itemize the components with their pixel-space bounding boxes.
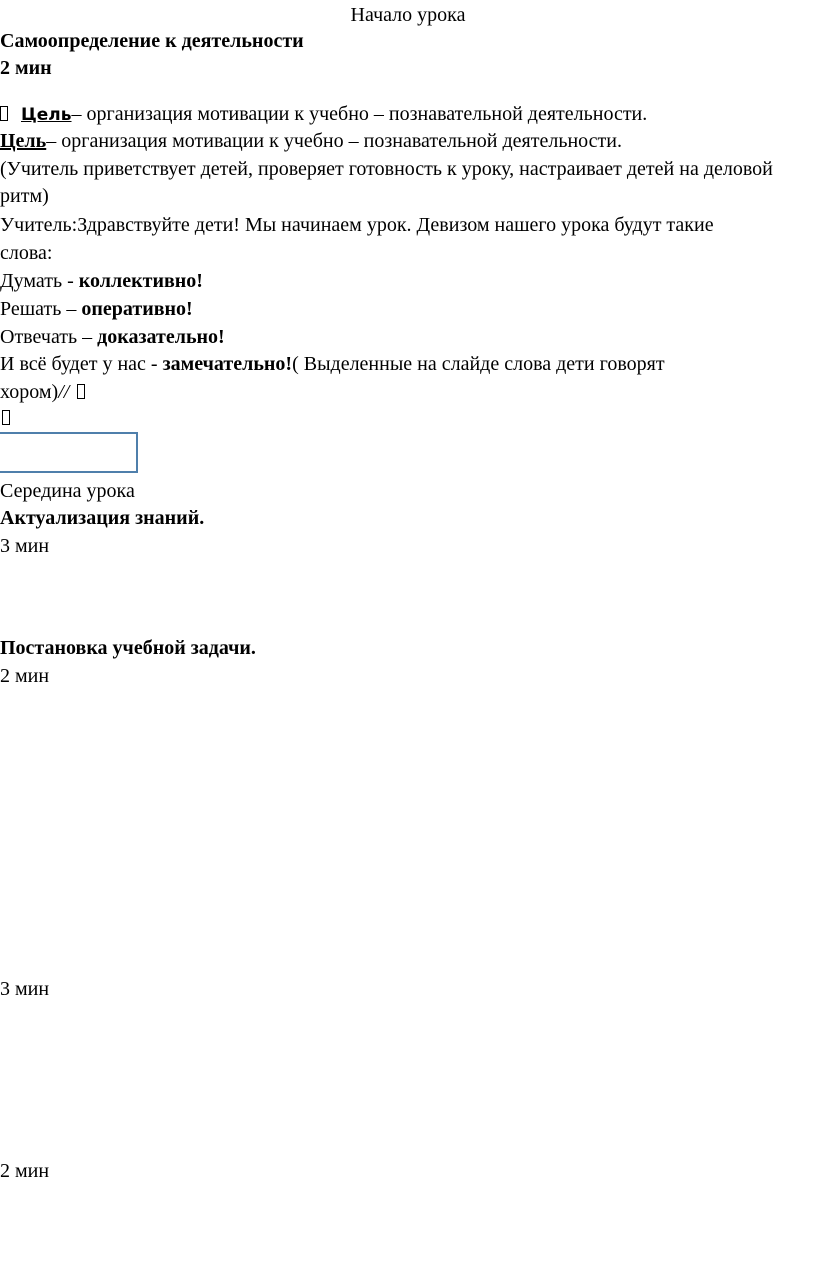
goal-label-b: Цель (0, 130, 47, 152)
teacher-note-line-2: ритм) (0, 185, 49, 207)
greeting-line-1: Учитель:Здравствуйте дети! Мы начинаем урок. Девизом нашего урока будут такие (0, 214, 714, 236)
greeting-line-2: слова: (0, 242, 53, 264)
stage-title-actualization: Актуализация знаний. (0, 507, 205, 529)
missing-glyph-icon (77, 384, 85, 399)
section-heading-middle: Середина урока (0, 480, 135, 502)
motto-final-bold: замечательно! (162, 353, 293, 375)
stage-title-task-setting: Постановка учебной задачи. (0, 637, 256, 659)
goal-text-b: – организация мотивации к учебно – познавательной деятельности. (46, 130, 622, 152)
empty-text-box (0, 432, 138, 473)
section-heading-start: Начало урока (350, 4, 466, 26)
stage-time-self-determination: 2 мин (0, 57, 52, 79)
stage-time-4: 2 мин (0, 1160, 50, 1182)
goal-line-b (0, 128, 622, 154)
motto-bold: оперативно! (81, 298, 193, 320)
stage-time-3: 3 мин (0, 978, 50, 1000)
stage-title-self-determination: Самоопределение к деятельности (0, 30, 304, 52)
missing-glyph-icon (2, 410, 10, 425)
motto-final-lead: И всё будет у нас - (0, 353, 163, 375)
motto-bold: доказательно! (97, 326, 225, 348)
motto-line-final (0, 351, 665, 377)
goal-line-a (0, 101, 647, 128)
motto-lead: Думать - (0, 270, 79, 292)
motto-bold: коллективно! (78, 270, 203, 292)
motto-line-answer (0, 324, 225, 350)
motto-final-tail-2: хором) (0, 381, 59, 403)
teacher-note-line-1: (Учитель приветствует детей, проверяет готовность к уроку, настраивает детей на деловой (0, 158, 773, 180)
goal-label-a: Цель (21, 105, 72, 125)
slash-mark: // (58, 381, 70, 403)
motto-line-decide (0, 296, 193, 322)
missing-glyph-icon (0, 106, 8, 121)
missing-glyph-line (0, 405, 10, 431)
goal-text-a: – организация мотивации к учебно – познавательной деятельности. (71, 103, 648, 125)
motto-final-tail: ( Выделенные на слайде слова дети говорят (292, 353, 665, 375)
stage-time-task-setting: 2 мин (0, 665, 50, 687)
motto-lead: Решать – (0, 298, 82, 320)
motto-line-final-2 (0, 379, 85, 405)
stage-time-actualization: 3 мин (0, 535, 50, 557)
motto-line-think (0, 268, 203, 294)
motto-lead: Отвечать – (0, 326, 98, 348)
